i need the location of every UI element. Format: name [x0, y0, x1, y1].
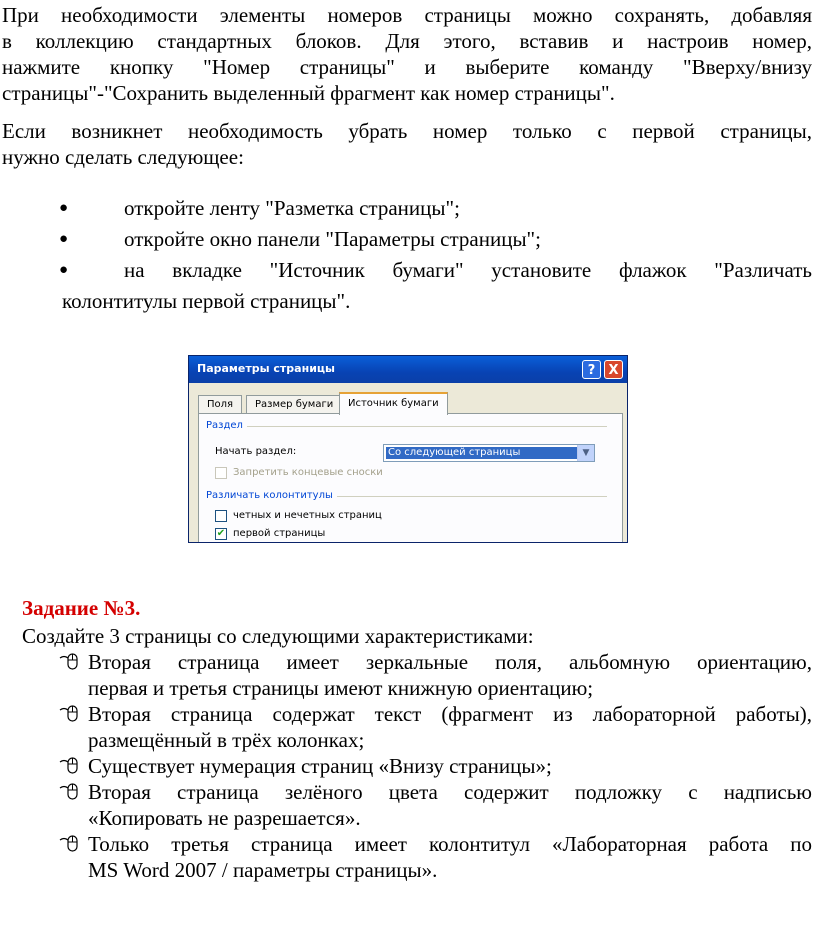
start-section-label: Начать раздел:: [215, 446, 297, 457]
list-item-text: откройте окно панели "Параметры страницы";: [124, 227, 541, 251]
bullet-dot-icon: ●: [59, 262, 69, 278]
list-item-text: «Копировать не разрешается».: [88, 806, 361, 830]
start-section-value: Со следующей страницы: [386, 447, 578, 459]
list-item: [0, 649, 812, 701]
text-line: в коллекцию стандартных блоков. Для этого, вставив и настроив номер,: [2, 29, 812, 53]
list-item: [0, 701, 812, 753]
task-title: Задание №3.: [22, 596, 141, 620]
mouse-icon: [58, 781, 80, 803]
tab-paper-size[interactable]: Размер бумаги: [246, 395, 342, 414]
mouse-icon: [58, 833, 80, 855]
paragraph-remove-first-page-number: [2, 118, 812, 170]
group-section-label: Раздел: [206, 420, 243, 431]
list-item: [0, 255, 812, 317]
tab-paper-source[interactable]: Источник бумаги: [339, 392, 448, 415]
tab-panel: [198, 413, 623, 543]
help-button[interactable]: ?: [582, 360, 601, 379]
list-item: [0, 193, 812, 224]
list-item: [0, 224, 812, 255]
odd-even-checkbox[interactable]: [215, 510, 227, 522]
dialog-tabs: [198, 392, 618, 414]
group-divider: [337, 496, 607, 497]
text-line: При необходимости элементы номеров страницы можно сохранять, добавляя: [2, 3, 812, 27]
tab-margins[interactable]: Поля: [198, 395, 242, 414]
page-setup-dialog-screenshot: [188, 355, 628, 543]
list-item-text: первая и третья страницы имеют книжную ориентацию;: [88, 676, 594, 700]
list-item-text: MS Word 2007 / параметры страницы».: [88, 858, 438, 882]
paragraph-save-page-number: [2, 2, 812, 106]
list-item: [0, 779, 812, 831]
list-item-text: Только третья страница имеет колонтитул «Лабораторная работа по: [88, 832, 812, 856]
text-line: нужно сделать следующее:: [2, 145, 244, 169]
mouse-icon: [58, 755, 80, 777]
mouse-icon: [58, 651, 80, 673]
odd-even-label: четных и нечетных страниц: [233, 510, 382, 521]
first-page-checkbox[interactable]: ✔: [216, 528, 226, 539]
group-headers-label: Различать колонтитулы: [206, 490, 333, 501]
bullet-list: [0, 193, 812, 317]
suppress-endnotes-label: Запретить концевые сноски: [233, 467, 383, 478]
text-line: нажмите кнопку "Номер страницы" и выберите команду "Вверху/внизу: [2, 55, 812, 79]
list-item-text: Существует нумерация страниц «Внизу страницы»;: [88, 754, 552, 778]
list-item: [0, 831, 812, 883]
group-divider: [247, 426, 607, 427]
first-page-label: первой страницы: [233, 528, 326, 539]
task-intro: Создайте 3 страницы со следующими характеристиками:: [22, 624, 534, 648]
text-line: Если возникнет необходимость убрать номер только с первой страницы,: [2, 119, 812, 143]
list-item-text: откройте ленту "Разметка страницы";: [124, 196, 460, 220]
dialog-title: Параметры страницы: [197, 362, 336, 375]
list-item-text: Вторая страница содержат текст (фрагмент из лабораторной работы),: [88, 702, 812, 726]
suppress-endnotes-checkbox[interactable]: [215, 467, 227, 479]
mouse-icon: [58, 703, 80, 725]
list-item-text: размещённый в трёх колонках;: [88, 728, 365, 752]
text-line: страницы"-"Сохранить выделенный фрагмент как номер страницы".: [2, 81, 615, 105]
list-item-text: Вторая страница имеет зеркальные поля, альбомную ориентацию,: [88, 650, 812, 674]
list-item: [0, 753, 812, 779]
close-button[interactable]: X: [604, 360, 623, 379]
bullet-dot-icon: ●: [59, 231, 69, 247]
start-section-select[interactable]: [383, 444, 595, 462]
list-item-text: колонтитулы первой страницы".: [62, 289, 351, 313]
bullet-dot-icon: ●: [59, 200, 69, 216]
list-item-text: на вкладке "Источник бумаги" установите флажок "Различать: [124, 258, 812, 282]
task-list: [0, 649, 816, 883]
chevron-down-icon[interactable]: ▼: [577, 445, 594, 461]
list-item-text: Вторая страница зелёного цвета содержит подложку с надписью: [88, 780, 812, 804]
dialog-titlebar: [189, 356, 627, 383]
